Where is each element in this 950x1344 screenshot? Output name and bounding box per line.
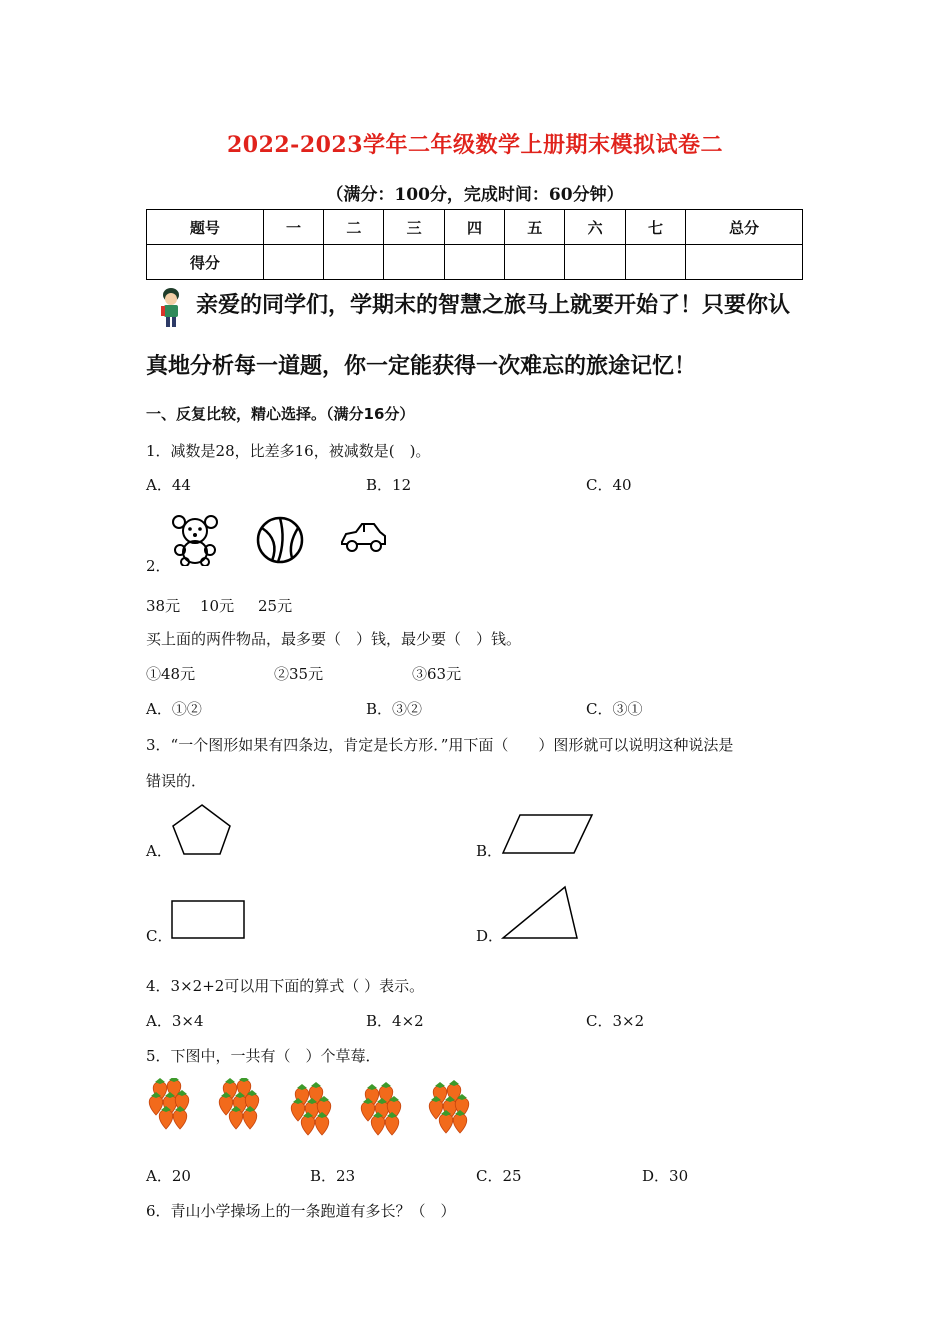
triangle-shape [500, 884, 582, 942]
q2-price-bear: 38元 [146, 597, 181, 615]
score-table-score-row [147, 245, 803, 280]
strawberry-cluster [291, 1082, 331, 1135]
q2-option-a[interactable]: A．①② [146, 700, 202, 718]
score-input-cell[interactable] [384, 245, 444, 280]
q5-option-c[interactable]: C．25 [476, 1167, 522, 1185]
toy-car-icon [338, 520, 388, 554]
q5-option-a[interactable]: A．20 [146, 1167, 191, 1185]
score-header-cell: 三 [384, 210, 444, 245]
intro-line-1: 亲爱的同学们，学期末的智慧之旅马上就要开始了！只要你认 [196, 293, 791, 318]
student-icon [156, 286, 186, 330]
question-6-text: 6．青山小学操场上的一条跑道有多长？（ ） [146, 1202, 456, 1220]
score-input-cell[interactable] [505, 245, 565, 280]
score-header-cell: 题号 [147, 210, 264, 245]
strawberry-cluster [429, 1080, 469, 1133]
q3-option-c[interactable]: C． [146, 927, 173, 945]
score-input-cell[interactable] [263, 245, 323, 280]
q5-option-b[interactable]: B．23 [310, 1167, 356, 1185]
q2-choice-2: ②35元 [274, 665, 324, 683]
ball-icon [252, 516, 308, 564]
q1-option-c[interactable]: C．40 [586, 476, 632, 494]
score-table-header-row [147, 210, 803, 245]
score-header-cell: 七 [625, 210, 685, 245]
q2-choice-1: ①48元 [146, 665, 196, 683]
q5-option-d[interactable]: D．30 [642, 1167, 689, 1185]
score-input-cell[interactable] [625, 245, 685, 280]
score-input-cell[interactable] [324, 245, 384, 280]
intro-line-2: 真地分析每一道题，你一定能获得一次难忘的旅途记忆！ [146, 354, 697, 379]
question-4-text: 4．3×2+2可以用下面的算式（ ）表示。 [146, 977, 425, 995]
question-5-text: 5．下图中，一共有（ ）个草莓． [146, 1047, 381, 1065]
score-input-cell[interactable] [565, 245, 625, 280]
q4-option-c[interactable]: C．3×2 [586, 1012, 645, 1030]
section-1-heading: 一、反复比较，精心选择。（满分16分） [146, 405, 415, 423]
question-3-text-line-1: 3．“一个图形如果有四条边，肯定是长方形．”用下面（ ）图形就可以说明这种说法是 [146, 736, 734, 754]
teddy-bear-icon [168, 512, 222, 566]
strawberry-cluster [149, 1078, 189, 1129]
q3-option-a[interactable]: A． [146, 842, 172, 860]
score-input-cell[interactable] [444, 245, 504, 280]
q1-option-b[interactable]: B．12 [366, 476, 412, 494]
score-header-cell: 二 [324, 210, 384, 245]
score-table [146, 209, 803, 280]
question-2-number: 2． [146, 557, 171, 575]
q4-option-a[interactable]: A．3×4 [146, 1012, 204, 1030]
question-2-text: 买上面的两件物品，最多要（ ）钱，最少要（ ）钱。 [146, 630, 522, 648]
q2-price-ball: 10元 [200, 597, 235, 615]
q2-option-b[interactable]: B．③② [366, 700, 423, 718]
rectangle-shape [170, 899, 248, 941]
q3-option-d[interactable]: D． [476, 927, 504, 945]
score-header-cell: 六 [565, 210, 625, 245]
q2-option-c[interactable]: C．③① [586, 700, 643, 718]
strawberry-groups [146, 1078, 486, 1136]
exam-title: 2022-2023学年二年级数学上册期末模拟试卷二 [226, 132, 724, 158]
q4-option-b[interactable]: B．4×2 [366, 1012, 424, 1030]
q1-option-a[interactable]: A．44 [146, 476, 191, 494]
q3-option-b[interactable]: B． [476, 842, 503, 860]
q2-choice-3: ③63元 [412, 665, 462, 683]
score-header-cell: 四 [444, 210, 504, 245]
question-3-text-line-2: 错误的． [146, 772, 207, 790]
score-header-cell: 一 [263, 210, 323, 245]
question-1-text: 1．减数是28，比差多16，被减数是( )。 [146, 442, 431, 460]
score-row-label: 得分 [147, 245, 264, 280]
score-input-cell[interactable] [686, 245, 803, 280]
exam-subtitle: （满分：100分，完成时间：60分钟） [326, 185, 624, 205]
strawberry-cluster [219, 1078, 259, 1129]
score-header-cell: 总分 [686, 210, 803, 245]
parallelogram-shape [500, 812, 596, 856]
strawberry-cluster [361, 1082, 401, 1135]
pentagon-shape [170, 802, 234, 858]
q2-price-car: 25元 [258, 597, 293, 615]
score-header-cell: 五 [505, 210, 565, 245]
